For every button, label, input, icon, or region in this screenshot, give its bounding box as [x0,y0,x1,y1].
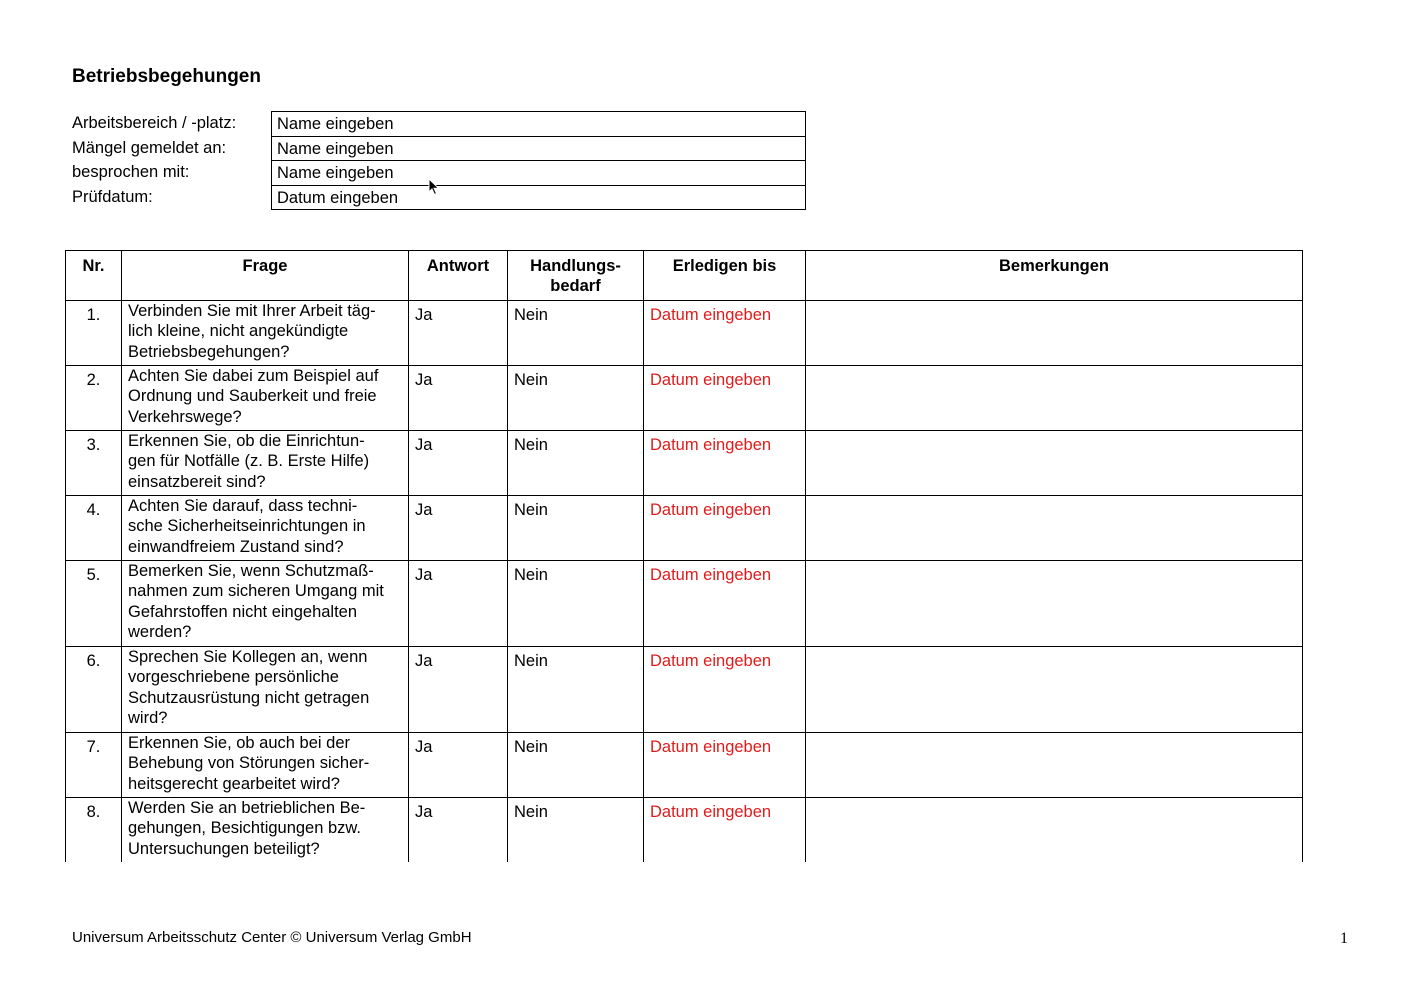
due-date-field[interactable]: Datum eingeben [650,306,772,324]
due-date-cell [644,431,806,496]
footer-copyright: Universum Arbeitsschutz Center © Universum Verlag GmbH [72,929,472,946]
due-date-cell [644,647,806,733]
due-date-field[interactable]: Datum eingeben [650,652,772,670]
question-text-line: vorgeschriebene persönliche [128,668,339,687]
remarks-field[interactable] [806,366,1303,431]
label-maengel-gemeldet: Mängel gemeldet an: [72,138,227,157]
question-text-line: einsatzbereit sind? [128,472,266,491]
maengel-gemeldet-field[interactable]: Name eingeben [272,136,805,161]
header-nr: Nr. [66,251,122,301]
page-title: Betriebsbegehungen [72,66,261,87]
table-row [66,366,1303,431]
checklist-table [65,250,1303,862]
question-text-line: gehungen, Besichtigungen bzw. [128,819,362,838]
question-text-line: Verbinden Sie mit Ihrer Arbeit täg- [128,302,376,320]
header-erledigen-bis: Erledigen bis [644,251,806,301]
table-row [66,798,1303,863]
row-number: 3. [66,431,122,496]
question-text-line: gen für Notfälle (z. B. Erste Hilfe) [128,452,370,471]
due-date-cell [644,366,806,431]
due-date-field[interactable]: Datum eingeben [650,566,772,584]
question-text-line: Gefahrstoffen nicht eingehalten [128,602,358,621]
table-row [66,496,1303,561]
mouse-cursor-icon [428,178,440,196]
question-text-line: Erkennen Sie, ob auch bei der [128,734,350,752]
due-date-cell [644,301,806,366]
table-row [66,301,1303,366]
handlungsbedarf-nein-option[interactable]: Nein [508,366,644,431]
answer-ja-option[interactable]: Ja [409,366,508,431]
due-date-cell [644,733,806,798]
due-date-field[interactable]: Datum eingeben [650,501,772,519]
question-text-line: Ordnung und Sauberkeit und freie [128,387,377,406]
row-number: 8. [66,798,122,863]
question-text-line: Betriebsbegehungen? [128,342,290,361]
row-number: 6. [66,647,122,733]
header-handlungsbedarf [508,251,644,301]
question-cell [122,733,409,798]
question-text-line: sche Sicherheitseinrichtungen in [128,517,366,536]
question-text-line: lich kleine, nicht angekündigte [128,322,349,341]
answer-ja-option[interactable]: Ja [409,431,508,496]
question-text-line: Achten Sie dabei zum Beispiel auf [128,367,379,385]
handlungsbedarf-nein-option[interactable]: Nein [508,798,644,863]
question-cell [122,431,409,496]
question-cell [122,647,409,733]
due-date-field[interactable]: Datum eingeben [650,803,772,821]
answer-ja-option[interactable]: Ja [409,561,508,647]
due-date-field[interactable]: Datum eingeben [650,436,772,454]
question-cell [122,496,409,561]
question-text-line: einwandfreiem Zustand sind? [128,537,344,556]
question-cell [122,301,409,366]
row-number: 5. [66,561,122,647]
handlungsbedarf-nein-option[interactable]: Nein [508,431,644,496]
header-antwort: Antwort [409,251,508,301]
remarks-field[interactable] [806,431,1303,496]
table-header-row [66,251,1303,301]
table-row [66,733,1303,798]
remarks-field[interactable] [806,301,1303,366]
question-text-line: Schutzausrüstung nicht getragen [128,688,370,707]
pruefdatum-field[interactable]: Datum eingeben [272,185,805,210]
question-cell [122,798,409,863]
handlungsbedarf-nein-option[interactable]: Nein [508,496,644,561]
handlungsbedarf-nein-option[interactable]: Nein [508,301,644,366]
question-text-line: Achten Sie darauf, dass techni- [128,497,358,515]
remarks-field[interactable] [806,733,1303,798]
page-number: 1 [1340,930,1348,947]
answer-ja-option[interactable]: Ja [409,647,508,733]
question-text-line: Verkehrswege? [128,407,242,426]
row-number: 7. [66,733,122,798]
remarks-field[interactable] [806,647,1303,733]
header-bemerkungen: Bemerkungen [806,251,1303,301]
question-text-line: Erkennen Sie, ob die Einrichtun- [128,432,365,450]
remarks-field[interactable] [806,561,1303,647]
header-frage: Frage [122,251,409,301]
row-number: 4. [66,496,122,561]
handlungsbedarf-nein-option[interactable]: Nein [508,561,644,647]
due-date-cell [644,798,806,863]
answer-ja-option[interactable]: Ja [409,798,508,863]
handlungsbedarf-nein-option[interactable]: Nein [508,733,644,798]
table-row [66,431,1303,496]
besprochen-mit-field[interactable]: Name eingeben [272,160,805,185]
question-text-line: nahmen zum sicheren Umgang mit [128,582,384,601]
label-pruefdatum: Prüfdatum: [72,187,153,206]
row-number: 1. [66,301,122,366]
answer-ja-option[interactable]: Ja [409,496,508,561]
question-text-line: Behebung von Störungen sicher- [128,754,370,773]
question-text-line: Sprechen Sie Kollegen an, wenn [128,648,368,666]
question-text-line: Bemerken Sie, wenn Schutzmaß- [128,562,374,580]
info-fields-box [271,111,806,210]
remarks-field[interactable] [806,798,1303,863]
answer-ja-option[interactable]: Ja [409,733,508,798]
label-besprochen-mit: besprochen mit: [72,163,190,181]
remarks-field[interactable] [806,496,1303,561]
question-text-line: wird? [128,708,168,727]
handlungsbedarf-nein-option[interactable]: Nein [508,647,644,733]
question-cell [122,366,409,431]
info-labels [72,111,272,209]
question-text-line: heitsgerecht gearbeitet wird? [128,774,340,793]
due-date-cell [644,496,806,561]
header-handlungsbedarf-line-1: Handlungs- [530,257,621,275]
table-row [66,647,1303,733]
due-date-cell [644,561,806,647]
due-date-field[interactable]: Datum eingeben [650,738,772,756]
question-text-line: Untersuchungen beteiligt? [128,839,320,858]
question-text-line: Werden Sie an betrieblichen Be- [128,799,366,817]
arbeitsbereich-field[interactable]: Name eingeben [277,115,394,133]
table-row [66,561,1303,647]
question-cell [122,561,409,647]
label-arbeitsbereich: Arbeitsbereich / -platz: [72,114,237,132]
header-handlungsbedarf-line-2: bedarf [550,277,601,295]
answer-ja-option[interactable]: Ja [409,301,508,366]
row-number: 2. [66,366,122,431]
due-date-field[interactable]: Datum eingeben [650,371,772,389]
question-text-line: werden? [128,622,192,641]
